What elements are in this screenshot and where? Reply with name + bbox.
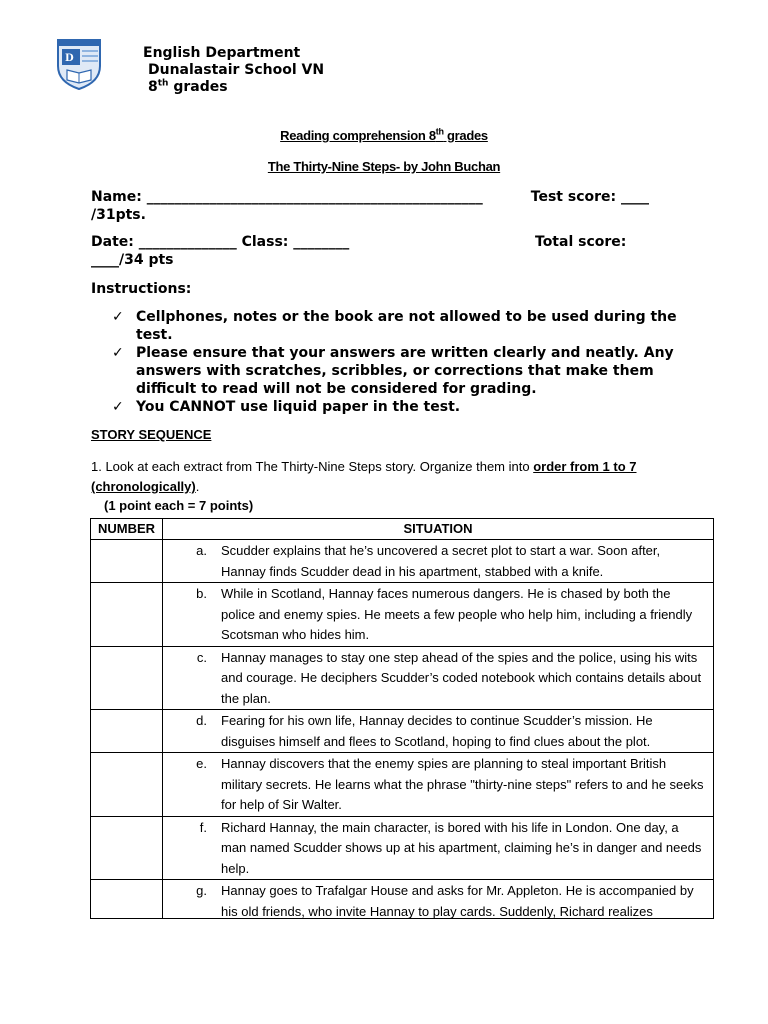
number-answer-cell[interactable] (91, 540, 163, 583)
section-heading: STORY SEQUENCE (91, 427, 212, 442)
checkmark-icon: ✓ (112, 399, 124, 415)
instruction-item: ✓ Cellphones, notes or the book are not allowed to be used during the test. (112, 309, 677, 343)
name-line: Name: ________________________________________________ (91, 189, 483, 205)
instruction-item: ✓ Please ensure that your answers are written clearly and neatly. Any answers with scratches, scribbles, or corrections that make them difficult to read will not be considered for grading. (112, 345, 674, 397)
points-note: (1 point each = 7 points) (104, 498, 254, 513)
number-answer-cell[interactable] (91, 646, 163, 710)
test-score-total: /31pts. (91, 207, 146, 223)
school-logo (56, 36, 102, 90)
situation-cell: c. Hannay manages to stay one step ahead of the spies and the police, using his wits and courage. He deciphers Scudder’s coded notebook which contains details about the plan. (163, 646, 714, 710)
exam-title: Reading comprehension 8th grades (280, 126, 488, 143)
svg-text:D: D (65, 53, 74, 64)
situation-cell: b. While in Scotland, Hannay faces numerous dangers. He is chased by both the police and enemy spies. He meets a few people who help him, including a friendly Scotsman who hides him. (163, 583, 714, 647)
book-title: The Thirty-Nine Steps- by John Buchan (267, 159, 501, 174)
sequence-table (90, 518, 714, 919)
situation-cell: g. Hannay goes to Trafalgar House and asks for Mr. Appleton. He is accompanied by his old friends, who invite Hannay to play cards. Suddenly, Richard realizes (163, 880, 714, 919)
test-score-label: Test score: ____ (530, 189, 649, 205)
number-answer-cell[interactable] (91, 816, 163, 880)
table-row (91, 880, 714, 919)
checkmark-icon: ✓ (112, 309, 124, 325)
instruction-item: ✓ You CANNOT use liquid paper in the test. (112, 399, 461, 415)
checkmark-icon: ✓ (112, 345, 124, 361)
table-header-row (91, 519, 714, 540)
number-answer-cell[interactable] (91, 753, 163, 817)
date-class-line: Date: ______________ Class: ________ (91, 234, 350, 250)
situation-cell: a. Scudder explains that he’s uncovered a secret plot to start a war. Soon after, Hannay finds Scudder dead in his apartment, stabbed with a knife. (163, 540, 714, 583)
number-answer-cell[interactable] (91, 583, 163, 647)
question-1: 1. Look at each extract from The Thirty-Nine Steps story. Organize them into order from 1 to 7 (chronologically). (91, 459, 637, 494)
school-name: Dunalastair School VN (148, 62, 325, 78)
situation-cell: d. Fearing for his own life, Hannay decides to continue Scudder’s mission. He disguises himself and flees to Scotland, hoping to find clues about the plot. (163, 710, 714, 753)
number-column-header: NUMBER (91, 519, 163, 540)
number-answer-cell[interactable] (91, 710, 163, 753)
department-name: English Department (143, 45, 301, 61)
total-score-value: ____/34 pts (91, 252, 174, 268)
table-row (91, 710, 714, 753)
total-score-label: Total score: (535, 234, 627, 250)
grade-label: 8th grades (148, 78, 228, 95)
number-answer-cell[interactable] (91, 880, 163, 919)
date-class-field[interactable] (91, 233, 721, 269)
table-row (91, 540, 714, 583)
table-row (91, 753, 714, 817)
situation-cell: e. Hannay discovers that the enemy spies are planning to steal important British military secrets. He learns what the phrase "thirty-nine steps" refers to and he seeks for help of Sir Walter. (163, 753, 714, 817)
name-field[interactable] (91, 188, 721, 224)
instructions-list (112, 308, 692, 416)
table-row (91, 816, 714, 880)
instructions-label: Instructions: (91, 281, 192, 297)
situation-column-header: SITUATION (163, 519, 714, 540)
school-header (143, 45, 324, 96)
situation-cell: f. Richard Hannay, the main character, is bored with his life in London. One day, a man named Scudder shows up at his apartment, claiming he’s in danger and needs help. (163, 816, 714, 880)
table-row (91, 646, 714, 710)
table-row (91, 583, 714, 647)
